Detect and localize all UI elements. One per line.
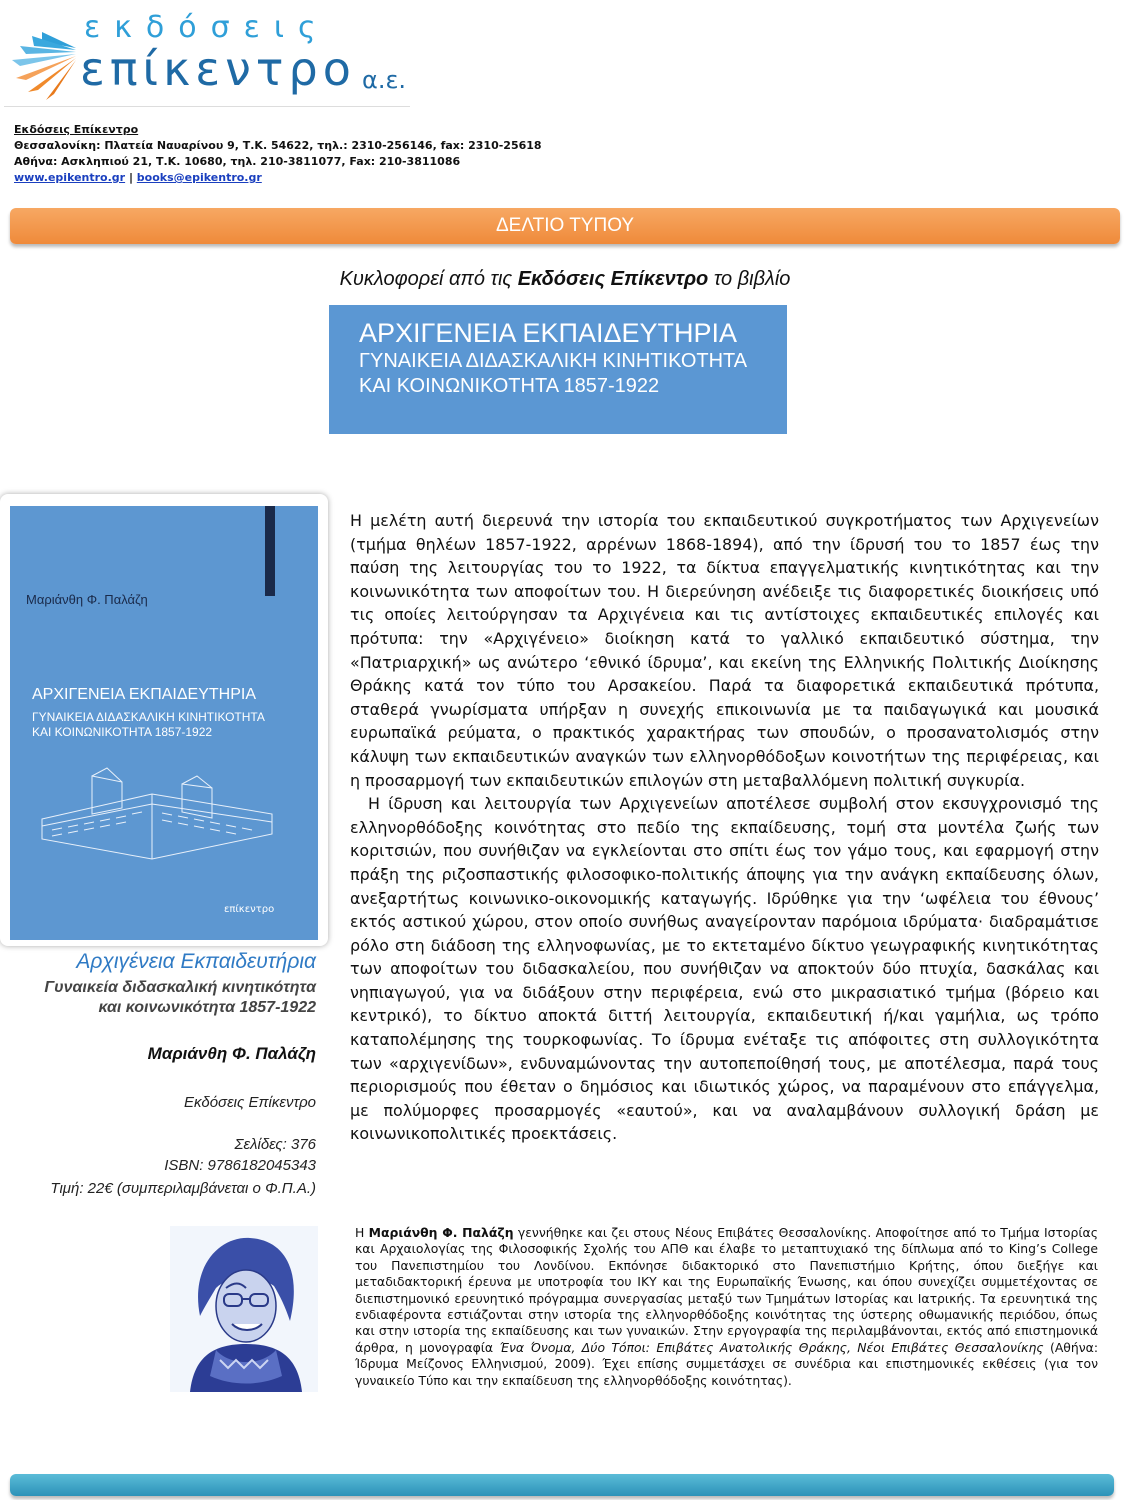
title-line-1: ΑΡΧΙΓΕΝΕΙΑ ΕΚΠΑΙΔΕΥΤΗΡΙΑ (359, 318, 738, 348)
publisher-logo (4, 6, 410, 107)
intro-suffix: το βιβλίο (708, 268, 791, 290)
intro-publisher: Εκδόσεις Επίκεντρο (517, 268, 709, 290)
bio-work-title: Ένα Όνομα, Δύο Τόποι: Επιβάτες Ανατολικής Θράκης, Νέοι Επιβάτες Θεσσαλονίκης (499, 1339, 1044, 1355)
info-subtitle-line-1: Γυναικεία διδασκαλική κινητικότητα (44, 979, 316, 996)
logo-upper-text: εκδόσεις (84, 10, 330, 45)
cover-subtitle-line-1: ΓΥΝΑΙΚΕΙΑ ΔΙΔΑΣΚΑΛΙΚΗ ΚΙΝΗΤΙΚΟΤΗΤΑ (32, 710, 265, 724)
bio-author-name: Μαριάνθη Φ. Παλάζη (368, 1225, 514, 1240)
cover-subtitle-line-2: ΚΑΙ ΚΟΙΝΩΝΙΚΟΤΗΤΑ 1857-1922 (32, 725, 213, 739)
bio-intro: Η (355, 1225, 369, 1240)
book-title-box (329, 305, 787, 434)
email-link[interactable]: books@epikentro.gr (136, 171, 262, 184)
info-pages: Σελίδες: 376 (234, 1136, 316, 1153)
book-cover (10, 506, 318, 940)
logo-suffix: α.ε. (362, 66, 407, 94)
info-title: Αρχιγένεια Εκπαιδευτήρια (76, 950, 316, 973)
footer-bar (10, 1474, 1114, 1496)
author-portrait-icon (170, 1226, 318, 1392)
banner-label: ΔΕΛΤΙΟ ΤΥΠΟΥ (495, 215, 635, 236)
author-bio (355, 1225, 1098, 1389)
title-line-3: ΚΑΙ ΚΟΙΝΩΝΙΚΟΤΗΤΑ 1857-1922 (359, 375, 660, 397)
info-publisher: Εκδόσεις Επίκεντρο (184, 1094, 316, 1111)
press-release-banner (10, 208, 1120, 244)
cover-subtitle (32, 710, 265, 740)
publisher-name: Εκδόσεις Επίκεντρο (14, 123, 139, 136)
bio-text-1: γεννήθηκε και ζει στους Νέους Επιβάτες Θεσσαλονίκης. Αποφοίτησε από το Τμήμα Ιστορίας και Αρχαιολογίας της Φιλοσοφικής Σχολής του ΑΠΘ και έλαβε το μεταπτυχιακό της δίπλωμα από το King’s College του Πανεπιστημίου του Λονδίνου. Εκπόνησε διδακτορικό στο Πανεπιστήμιο Κρήτης, όπου διεξήγε και μεταδιδακτορική έρευνα με υποτροφία του ΙΚΥ και της Ευρωπαϊκής Ένωσης, και όπου συνεχίζει συμμετέχοντας σε διεπιστημονικό ερευνητικό πρόγραμμα συνεργασίας μεταξύ των Τμημάτων Ιστορίας και Ιατρικής. Τα ερευνητικά της ενδιαφέροντα εστιάζονται στην ιστορία της ελληνορθόδοξης κοινότητας της ύστερης οθωμανικής περιόδου, όπως και στην ιστορία της εκπαίδευσης και των γυναικών. Στην εργογραφία της περιλαμβάνονται, εκτός από επιστημονικά άρθρα, η μονογραφία (355, 1225, 1098, 1355)
bio-text-2: (Αθήνα: Ίδρυμα Μείζονος Ελληνισμού, 2009). Έχει επίσης συμμετάσχει σε συνέδρια και επιστημονικές εκθέσεις (για τον γυναικείο Τύπο και την εκπαίδευση της ελληνορθόδοξης κοινότητας). (355, 1339, 1099, 1388)
author-portrait (170, 1226, 318, 1392)
description-paragraph-2: Η ίδρυση και λειτουργία των Αρχιγενείων αποτέλεσε συμβολή στον εκσυγχρονισμό της ελληνορθόδοξης κοινότητας στο πεδίο της εκπαίδευσης, τομή στα μοντέλα ζωής των κοριτσιών, που συνήθιζαν να εγκλείονται στο σπίτι έως τον γάμο τους, και εφαρμογή στην πράξη της ριζοσπαστικής φιλοσοφικο-πολιτικής άποψης για την ανάγκη εκπαίδευσης όλων, ανεξαρτήτως κοινωνικο-οικονομικής καταγωγής. Ιδρύθηκε για την ‘ωφέλεια του έθνους’ εκτός αστικού χώρου, στον οποίο συνήθως αναγείρονταν παρόμοια ιδρύματα· διαδραμάτισε ρόλο στη διάδοση της ελληνοφωνίας, με το εκτεταμένο δίκτυο γεωγραφικής κινητικότητας των αποφοίτων του διδασκαλείου, που συνήθιζαν να αποκτούν δύο πτυχία, δασκάλας και νηπιαγωγού, για να διδάξουν στην περιφέρεια, ενώ στο μικρασιατικό τμήμα (βόρειο και κεντρικό), το δίκτυο αποκτά διττή λειτουργία, εκπαιδευτική ή/και γαμήλια, ως τρόπο καταπολέμησης της τουρκοφωνίας. Το ίδρυμα ενέταξε τις απόφοιτες στη συλλογικότητα των «αρχιγενίδων», ενδυναμώνοντας την αυτοπεποίθησή τους, με αποτέλεσμα, παρά τους περιορισμούς που έθεταν ο δημόσιος και ιδιωτικός χώρος, να παραμένουν στο επάγγελμα, με πολύμορφες προσαρμογές «εαυτού», και να αναλαμβάνουν συλλογική δράση με κοινωνικοπολιτικές προεκτάσεις. (350, 794, 1099, 1144)
book-description (350, 509, 1099, 1146)
info-subtitle (44, 978, 316, 1018)
athens-address: Αθήνα: Ασκληπιού 21, Τ.Κ. 10680, τηλ. 210-3811077, Fax: 210-3811086 (14, 155, 461, 168)
intro-prefix: Κυκλοφορεί από τις (339, 268, 518, 290)
thessaloniki-address: Θεσσαλονίκη: Πλατεία Ναυαρίνου 9, Τ.Κ. 54622, τηλ.: 2310-256146, fax: 2310-25618 (14, 139, 542, 152)
logo-main-text: επίκεντρο (80, 42, 356, 96)
cover-title: ΑΡΧΙΓΕΝΕΙΑ ΕΚΠΑΙΔΕΥΤΗΡΙΑ (32, 686, 257, 703)
publisher-contact (14, 122, 542, 186)
title-line-2: ΓΥΝΑΙΚΕΙΑ ΔΙΔΑΣΚΑΛΙΚΗ ΚΙΝΗΤΙΚΟΤΗΤΑ (359, 350, 748, 372)
building-illustration-icon (32, 764, 282, 864)
description-paragraph-1: Η μελέτη αυτή διερευνά την ιστορία του εκπαιδευτικού συγκροτήματος των Αρχιγενείων (τμήμα θηλέων 1857-1922, αρρένων 1868-1894), από την ίδρυσή του το 1857 έως την παύση της λειτουργίας του το 1922, τα δίκτυα επαγγελματικής κινητικότητας και την κοινωνικότητα των αποφοίτων του. Η διερεύνηση ανέδειξε τις διαφορετικές διοικήσεις υπό τις οποίες λειτούργησαν τα Αρχιγένεια και τις αντίστοιχες εκπαιδευτικές επιλογές και πρότυπα: την «Αρχιγένειο» διοίκηση κατά το γαλλικό εκπαιδευτικό σύστημα, την «Πατριαρχική» ως ανώτερο ‘εθνικό ίδρυμα’, και εκείνη της Ελληνικής Πολιτικής Διοίκησης Θράκης κατά τον τύπο του Αρσακείου. Παρά τα διαφορετικά εκπαιδευτικά πρότυπα, σταθερά γνωρίσματα υπήρξαν η συνεχής επικοινωνία με τα παιδαγωγικά και μουσικά ευρωπαϊκά ρεύματα, ο πρακτικός χαρακτήρας των σπουδών, ο προσανατολισμός στην κάλυψη των εκπαιδευτικών αναγκών των ελληνορθόδοξων κοινοτήτων της περιφέρειας, και η προσαρμογή των εκπαιδευτικών επιλογών στη μεταβαλλόμενη πολιτική συγκυρία. (350, 511, 1099, 790)
sunburst-logo-icon (6, 20, 78, 102)
cover-accent-bar (265, 506, 275, 596)
info-isbn: ISBN: 9786182045343 (164, 1157, 316, 1174)
intro-line (0, 268, 1130, 291)
link-separator: | (125, 171, 137, 184)
cover-publisher: επίκεντρο (224, 904, 275, 915)
info-author: Μαριάνθη Φ. Παλάζη (147, 1044, 316, 1063)
website-link[interactable]: www.epikentro.gr (14, 171, 126, 184)
cover-author: Μαριάνθη Φ. Παλάζη (26, 592, 148, 607)
info-subtitle-line-2: και κοινωνικότητα 1857-1922 (98, 999, 316, 1016)
info-price: Τιμή: 22€ (συμπεριλαμβάνεται ο Φ.Π.Α.) (50, 1180, 316, 1197)
